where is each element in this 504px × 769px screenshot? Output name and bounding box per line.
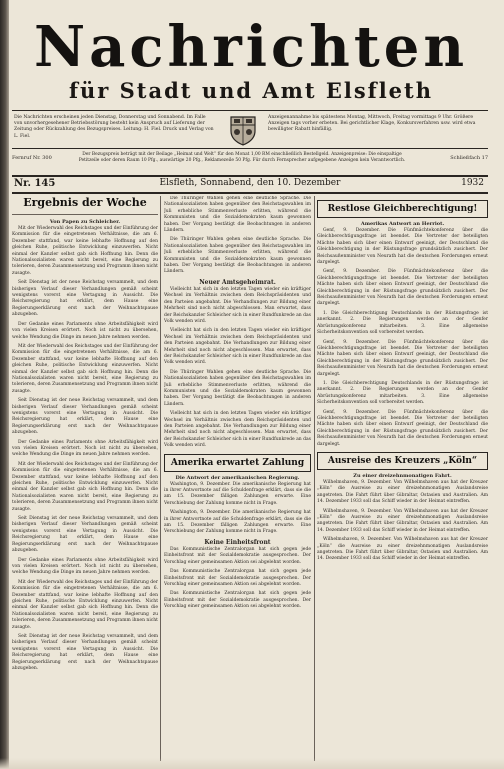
headline-underline (12, 214, 158, 215)
article-paragraph: Wilhelmshaven, 9. Dezember. Von Wilhelmshaven aus hat der Kreuzer „Köln“ die Ausreise zu einer dreizehnmonatigen Auslandsreise angetreten. Die Fahrt führt über Gibraltar, Ostasien und Australien. Am 14. Dezember 1933 soll das Schiff wieder in der Heimat eintreffen. (317, 537, 488, 562)
article-paragraph: Die Thüringer Wahlen gehen eine deutliche Sprache. Die Nationalsozialisten haben gegenüber den Reichstagswahlen im Juli erhebliche Stimmenverluste erlitten, während die Kommunisten und die Sozialdemokraten kaum gewonnen haben. Der Vorgang bestätigt die Beobachtungen in anderen Ländern. (164, 196, 311, 234)
article-paragraph: Seit Dienstag ist der neue Reichstag versammelt, und dem bisherigen Verlauf dieser Verhandlungen gemäß scheint wenigstens vorerst eine Vertagung in Aussicht. Die Reichsregierung hat erklärt, dem Hause eine Regierungserklärung erst nach der Weihnachtspause abzugeben. (12, 633, 158, 671)
section-heading: Neuer Amtsgeheimrat. (199, 278, 276, 286)
subheadline: Die Antwort der amerikanischen Regierung. (175, 474, 300, 481)
article-paragraph: Genf, 9. Dezember. Die Fünfmächtekonferenz über die Gleichberechtigungsfrage ist beendet. Die Vertreter der beteiligten Mächte haben sich über einen Entwurf geeinigt, der Deutschland die Gleichberechtigung in der Rüstungsfrage grundsätzlich zusichert. Der Reichsaußenminister von Neurath hat die deutschen Forderungen erneut dargelegt. (317, 228, 488, 266)
publication-info: Die Nachrichten erscheinen jeden Dienstag, Donnerstag und Sonnabend. Im Falle von unvorhergesehener Betriebsstörung besteht kein Anspruch auf Lieferung der Zeitung oder Rückzahlung des Bezugspreises. Leitung: H. Fiel. Druck und Verlag von L. Fiel. (14, 115, 214, 139)
postbox: Schließfach 17 (450, 155, 488, 161)
column-2 (164, 196, 311, 761)
masthead-subtitle: für Stadt und Amt Elsfleth (68, 78, 434, 103)
header-rule-bottom (12, 175, 488, 177)
article-paragraph: Das Kommunistische Zentralorgan hat sich gegen jede Einheitsfront mit der Sozialdemokratie ausgesprochen. Der Vorschlag einer gemeinsamen Aktion sei abgelehnt worden. (164, 546, 311, 565)
price-info: Der Bezugspreis beträgt mit der Beilage „Heimat und Welt“ für den Monat 1,00 RM einschließlich Bestellgeld. Anzeigenpreise: Die einspaltige Petitzeile oder deren Raum 10 Pfg., auswärtige 20 Pfg., Reklamezeile 50 Pfg. Für durch Fernsprecher aufgegebene Anzeigen kein Verantwortlich. (78, 152, 406, 163)
article-paragraph: Das Kommunistische Zentralorgan hat sich gegen jede Einheitsfront mit der Sozialdemokratie ausgesprochen. Der Vorschlag einer gemeinsamen Aktion sei abgelehnt worden. (164, 569, 311, 587)
article-paragraph: Washington, 9. Dezember. Die amerikanische Regierung hat in ihrer Antwortnote auf die Schuldenfrage erklärt, dass sie die am 15. Dezember fälligen Zahlungen erwarte. Eine Verschiebung der Zahlung komme nicht in Frage. (164, 481, 311, 506)
article-paragraph: Mit der Wiederwahl des Reichstages und der Einführung der Kommission für die eingetretenen Verhältnisse, die am 6. Dezember stattfand, war keine lebhafte Hoffnung auf den gleichen Ruhe, politische Entwicklung einzuwerfen. Nicht einmal der Kanzler selbst gab sich Hoffnung hin. Denn die Nationalsozialisten waren nicht bereit, eine Regierung zu tolerieren, deren Zusammensetzung und Programm ihnen nicht zusagte. (12, 226, 158, 276)
issue-date: Elsfleth, Sonnabend, den 10. Dezember (159, 178, 341, 188)
article-paragraph: 1. Die Gleichberechtigung Deutschlands in der Rüstungsfrage ist anerkannt. 2. Die Regierungen werden an der Genfer Abrüstungskonferenz mitarbeiten. 3. Eine allgemeine Sicherheitskonvention soll vorbereitet werden. (317, 380, 488, 406)
article-paragraph: 1. Die Gleichberechtigung Deutschlands in der Rüstungsfrage ist anerkannt. 2. Die Regierungen werden an der Genfer Abrüstungskonferenz mitarbeiten. 3. Eine allgemeine Sicherheitskonvention soll vorbereitet werden. (317, 310, 488, 336)
article-paragraph: Washington, 9. Dezember. Die amerikanische Regierung hat in ihrer Antwortnote auf die Schuldenfrage erklärt, dass sie die am 15. Dezember fälligen Zahlungen erwarte. Eine Verschiebung der Zahlung komme nicht in Frage. (164, 510, 311, 535)
article-paragraph: Die Thüringer Wahlen gehen eine deutliche Sprache. Die Nationalsozialisten haben gegenüber den Reichstagswahlen im Juli erhebliche Stimmenverluste erlitten, während die Kommunisten und die Sozialdemokraten kaum gewonnen haben. Der Vorgang bestätigt die Beobachtungen in anderen Ländern. (164, 369, 311, 407)
article-paragraph: Wilhelmshaven, 9. Dezember. Von Wilhelmshaven aus hat der Kreuzer „Köln“ die Ausreise zu einer dreizehnmonatigen Auslandsreise angetreten. Die Fahrt führt über Gibraltar, Ostasien und Australien. Am 14. Dezember 1933 soll das Schiff wieder in der Heimat eintreffen. (317, 508, 488, 533)
section-heading: Keine Einheitsfront (204, 538, 271, 546)
price-bar (12, 150, 488, 174)
column-1 (12, 196, 158, 761)
page-edge (0, 758, 504, 769)
article-paragraph: Genf, 9. Dezember. Die Fünfmächtekonferenz über die Gleichberechtigungsfrage ist beendet. Die Vertreter der beteiligten Mächte haben sich über einen Entwurf geeinigt, der Deutschland die Gleichberechtigung in der Rüstungsfrage grundsätzlich zusichert. Der Reichsaußenminister von Neurath hat die deutschen Forderungen erneut dargelegt. (317, 409, 488, 447)
byline: Von Papen zu Schleicher. (49, 219, 121, 225)
header-rule-mid (12, 148, 488, 149)
phone-number: Fernruf Nr. 300 (12, 155, 52, 161)
article-paragraph: Wilhelmshaven, 9. Dezember. Von Wilhelmshaven aus hat der Kreuzer „Köln“ die Ausreise zu einer dreizehnmonatigen Auslandsreise angetreten. Die Fahrt führt über Gibraltar, Ostasien und Australien. Am 14. Dezember 1933 soll das Schiff wieder in der Heimat eintreffen. (317, 480, 488, 505)
article-paragraph: Genf, 9. Dezember. Die Fünfmächtekonferenz über die Gleichberechtigungsfrage ist beendet. Die Vertreter der beteiligten Mächte haben sich über einen Entwurf geeinigt, der Deutschland die Gleichberechtigung in der Rüstungsfrage grundsätzlich zusichert. Der Reichsaußenminister von Neurath hat die deutschen Forderungen erneut dargelegt. (317, 269, 488, 307)
headline-koeln: Ausreise des Kreuzers „Köln“ (317, 452, 488, 470)
subheadline: Amerikas Antwort an Herriot. (360, 221, 445, 227)
header-rule-top (12, 110, 488, 111)
subheadline: Zu einer dreizehnmonatigen Fahrt. (353, 473, 452, 479)
article-paragraph: Mit der Wiederwahl des Reichstages und der Einführung der Kommission für die eingetretenen Verhältnisse, die am 6. Dezember stattfand, war keine lebhafte Hoffnung auf den gleichen Ruhe, politische Entwicklung einzuwerfen. Nicht einmal der Kanzler selbst gab sich Hoffnung hin. Denn die Nationalsozialisten waren nicht bereit, eine Regierung zu tolerieren, deren Zusammensetzung und Programm ihnen nicht zusagte. (12, 461, 158, 512)
column-3 (317, 196, 488, 761)
issue-number: Nr. 145 (14, 178, 56, 189)
article-paragraph: Genf, 9. Dezember. Die Fünfmächtekonferenz über die Gleichberechtigungsfrage ist beendet. Die Vertreter der beteiligten Mächte haben sich über einen Entwurf geeinigt, der Deutschland die Gleichberechtigung in der Rüstungsfrage grundsätzlich zusichert. Der Reichsaußenminister von Neurath hat die deutschen Forderungen erneut dargelegt. (317, 339, 488, 377)
article-paragraph: Vielleicht hat sich in den letzten Tagen wieder ein kräftiger Wechsel im Verhältnis zwischen dem Reichspräsidenten und den Parteien angebahnt. Die Verhandlungen zur Bildung einer Mehrheit sind noch nicht abgeschlossen. Man erwartet, dass der Reichskanzler Schleicher sich in einer Rundfunkrede an das Volk wenden wird. (164, 328, 311, 366)
article-paragraph: Der Gedanke eines Parlaments ohne Arbeitsfähigkeit wird von vielen Kreisen erörtert. Noch ist nicht zu übersehen, welche Wendung die Dinge im neuen Jahre nehmen werden. (12, 321, 158, 340)
dateline (12, 178, 488, 190)
article-paragraph: Vielleicht hat sich in den letzten Tagen wieder ein kräftiger Wechsel im Verhältnis zwischen dem Reichspräsidenten und den Parteien angebahnt. Die Verhandlungen zur Bildung einer Mehrheit sind noch nicht abgeschlossen. Man erwartet, dass der Reichskanzler Schleicher sich in einer Rundfunkrede an das Volk wenden wird. (164, 411, 311, 449)
issue-year: 1932 (461, 178, 484, 188)
headline-gleichberechtigung: Restlose Gleichberechtigung! (317, 200, 488, 218)
headline-amerika: Amerika erwartet Zahlung (164, 454, 311, 472)
column-separator (314, 196, 315, 761)
article-paragraph: Seit Dienstag ist der neue Reichstag versammelt, und dem bisherigen Verlauf dieser Verhandlungen gemäß scheint wenigstens vorerst eine Vertagung in Aussicht. Die Reichsregierung hat erklärt, dem Hause eine Regierungserklärung erst nach der Weihnachtspause abzugeben. (12, 398, 158, 436)
article-paragraph: Mit der Wiederwahl des Reichstages und der Einführung der Kommission für die eingetretenen Verhältnisse, die am 6. Dezember stattfand, war keine lebhafte Hoffnung auf den gleichen Ruhe, politische Entwicklung einzuwerfen. Nicht einmal der Kanzler selbst gab sich Hoffnung hin. Denn die Nationalsozialisten waren nicht bereit, eine Regierung zu tolerieren, deren Zusammensetzung und Programm ihnen nicht zusagte. (12, 579, 158, 630)
book-binding (0, 0, 9, 769)
article-paragraph: Seit Dienstag ist der neue Reichstag versammelt, und dem bisherigen Verlauf dieser Verhandlungen gemäß scheint wenigstens vorerst eine Vertagung in Aussicht. Die Reichsregierung hat erklärt, dem Hause eine Regierungserklärung erst nach der Weihnachtspause abzugeben. (12, 516, 158, 554)
article-paragraph: Seit Dienstag ist der neue Reichstag versammelt, und dem bisherigen Verlauf dieser Verhandlungen gemäß scheint wenigstens vorerst eine Vertagung in Aussicht. Die Reichsregierung hat erklärt, dem Hause eine Regierungserklärung erst nach der Weihnachtspause abzugeben. (12, 280, 158, 318)
article-paragraph: Der Gedanke eines Parlaments ohne Arbeitsfähigkeit wird von vielen Kreisen erörtert. Noch ist nicht zu übersehen, welche Wendung die Dinge im neuen Jahre nehmen werden. (12, 439, 158, 458)
article-paragraph: Der Gedanke eines Parlaments ohne Arbeitsfähigkeit wird von vielen Kreisen erörtert. Noch ist nicht zu übersehen, welche Wendung die Dinge im neuen Jahre nehmen werden. (12, 557, 158, 576)
coat-of-arms-icon (228, 114, 258, 146)
article-paragraph: Mit der Wiederwahl des Reichstages und der Einführung der Kommission für die eingetretenen Verhältnisse, die am 6. Dezember stattfand, war keine lebhafte Hoffnung auf den gleichen Ruhe, politische Entwicklung einzuwerfen. Nicht einmal der Kanzler selbst gab sich Hoffnung hin. Denn die Nationalsozialisten waren nicht bereit, eine Regierung zu tolerieren, deren Zusammensetzung und Programm ihnen nicht zusagte. (12, 343, 158, 394)
article-paragraph: Vielleicht hat sich in den letzten Tagen wieder ein kräftiger Wechsel im Verhältnis zwischen dem Reichspräsidenten und den Parteien angebahnt. Die Verhandlungen zur Bildung einer Mehrheit sind noch nicht abgeschlossen. Man erwartet, dass der Reichskanzler Schleicher sich in einer Rundfunkrede an das Volk wenden wird. (164, 286, 311, 324)
article-paragraph: Die Thüringer Wahlen gehen eine deutliche Sprache. Die Nationalsozialisten haben gegenüber den Reichstagswahlen im Juli erhebliche Stimmenverluste erlitten, während die Kommunisten und die Sozialdemokraten kaum gewonnen haben. Der Vorgang bestätigt die Beobachtungen in anderen Ländern. (164, 237, 311, 275)
headline-ergebnis: Ergebnis der Woche (23, 196, 147, 209)
article-paragraph: Das Kommunistische Zentralorgan hat sich gegen jede Einheitsfront mit der Sozialdemokratie ausgesprochen. Der Vorschlag einer gemeinsamen Aktion sei abgelehnt worden. (164, 591, 311, 610)
advertising-info: Anzeigenannahme bis spätestens Montag, Mittwoch, Freitag vormittags 9 Uhr. Größere Anzeigen tags vorher erbeten. Bei gerichtlicher Klage, Konkursverfahren usw. wird etwa bewilligter Rabatt hinfällig. (268, 115, 476, 133)
column-separator (160, 196, 161, 761)
masthead-title: Nachrichten (33, 20, 469, 74)
dateline-rule (12, 192, 488, 194)
